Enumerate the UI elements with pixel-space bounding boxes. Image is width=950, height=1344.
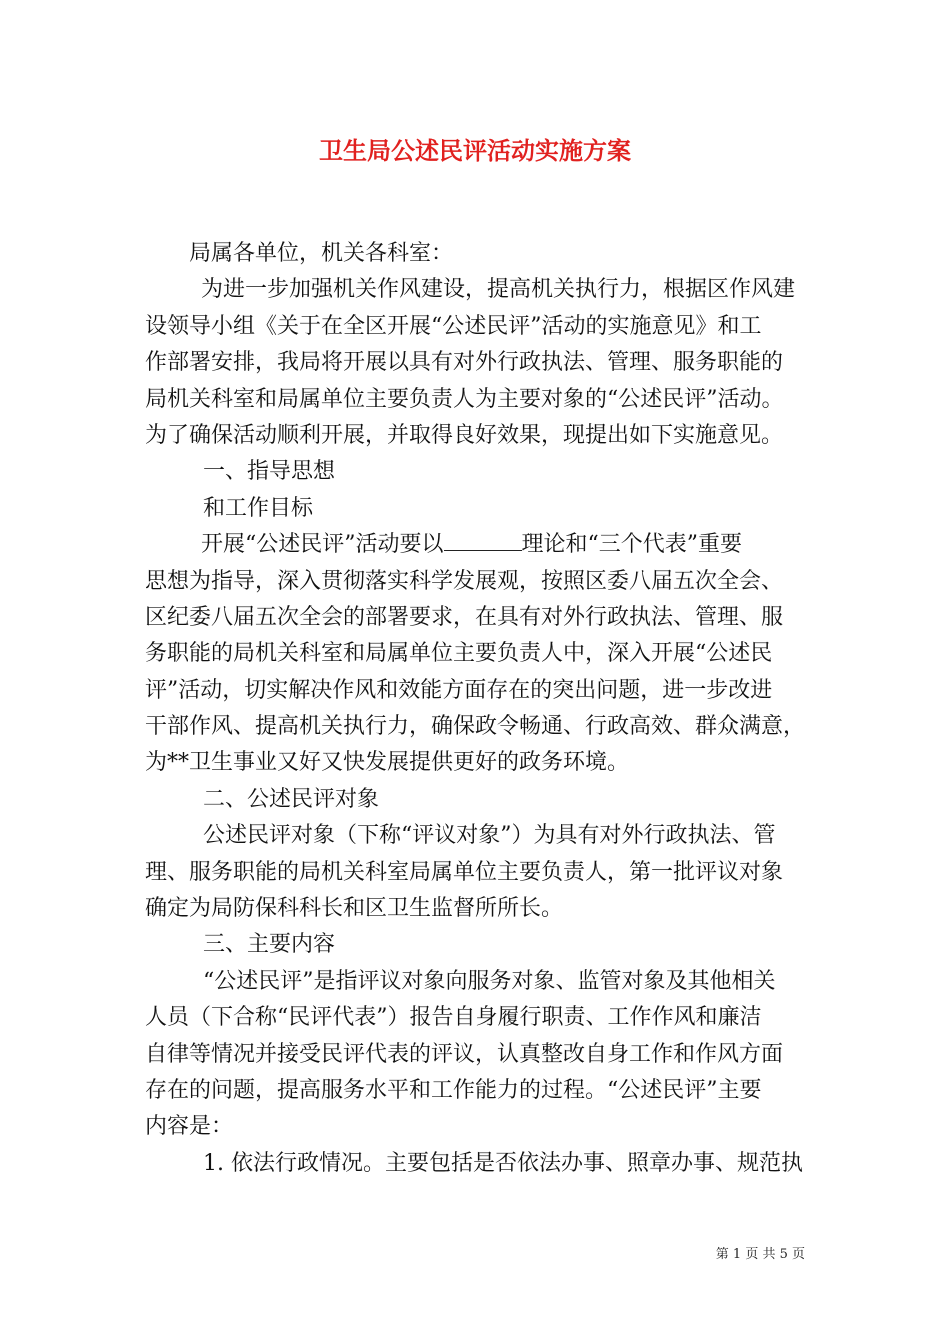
section-heading-1: 一、指导思想 xyxy=(203,459,336,485)
body-line: 作部署安排，我局将开展以具有对外行政执法、管理、服务职能的 xyxy=(145,350,784,376)
body-line: 为**卫生事业又好又快发展提供更好的政务环境。 xyxy=(145,750,630,776)
body-line: 局机关科室和局属单位主要负责人为主要对象的“公述民评”活动。 xyxy=(145,386,784,412)
section-heading-2: 二、公述民评对象 xyxy=(203,786,380,812)
body-line-part: 理论和“三个代表”重要 xyxy=(521,532,742,558)
body-line: 自律等情况并接受民评代表的评议，认真整改自身工作和作风方面 xyxy=(145,1041,784,1067)
body-line: 设领导小组《关于在全区开展“公述民评”活动的实施意见》和工 xyxy=(145,313,762,339)
body-line: 公述民评对象（下称“评议对象”）为具有对外行政执法、管 xyxy=(203,823,776,849)
body-line xyxy=(145,527,815,563)
body-line: 干部作风、提高机关执行力，确保政令畅通、行政高效、群众满意， xyxy=(145,714,806,740)
section-heading-3: 三、主要内容 xyxy=(203,932,336,958)
fill-in-blank xyxy=(444,532,522,551)
document-body xyxy=(145,236,815,1182)
body-line: 务职能的局机关科室和局属单位主要负责人中，深入开展“公述民 xyxy=(145,641,773,667)
section-heading-1-cont: 和工作目标 xyxy=(203,495,314,521)
list-item-1: 1. 依法行政情况。主要包括是否依法办事、照章办事、规范执 xyxy=(203,1150,803,1176)
body-line: 确定为局防保科科长和区卫生监督所所长。 xyxy=(145,896,564,922)
body-line: 评”活动，切实解决作风和效能方面存在的突出问题，进一步改进 xyxy=(145,677,773,703)
body-line-part: 开展“公述民评”活动要以 xyxy=(201,532,444,558)
body-line: 内容是： xyxy=(145,1114,234,1140)
page-number-footer: 第 1 页 共 5 页 xyxy=(715,1247,805,1262)
body-line: 为了确保活动顺利开展，并取得良好效果，现提出如下实施意见。 xyxy=(145,422,784,448)
body-line: 人员（下合称“民评代表”）报告自身履行职责、工作作风和廉洁 xyxy=(145,1005,762,1031)
body-line: 理、服务职能的局机关科室局属单位主要负责人，第一批评议对象 xyxy=(145,859,784,885)
document-title: 卫生局公述民评活动实施方案 xyxy=(319,136,631,165)
body-line: “公述民评”是指评议对象向服务对象、监管对象及其他相关 xyxy=(203,968,776,994)
salutation-line: 局属各单位，机关各科室： xyxy=(189,241,454,266)
body-line: 为进一步加强机关作风建设，提高机关执行力，根据区作风建 xyxy=(201,277,796,303)
body-line: 存在的问题，提高服务水平和工作能力的过程。“公述民评”主要 xyxy=(145,1077,762,1103)
body-line: 区纪委八届五次全会的部署要求，在具有对外行政执法、管理、服 xyxy=(145,604,784,630)
body-line: 思想为指导，深入贯彻落实科学发展观，按照区委八届五次全会、 xyxy=(145,568,784,594)
